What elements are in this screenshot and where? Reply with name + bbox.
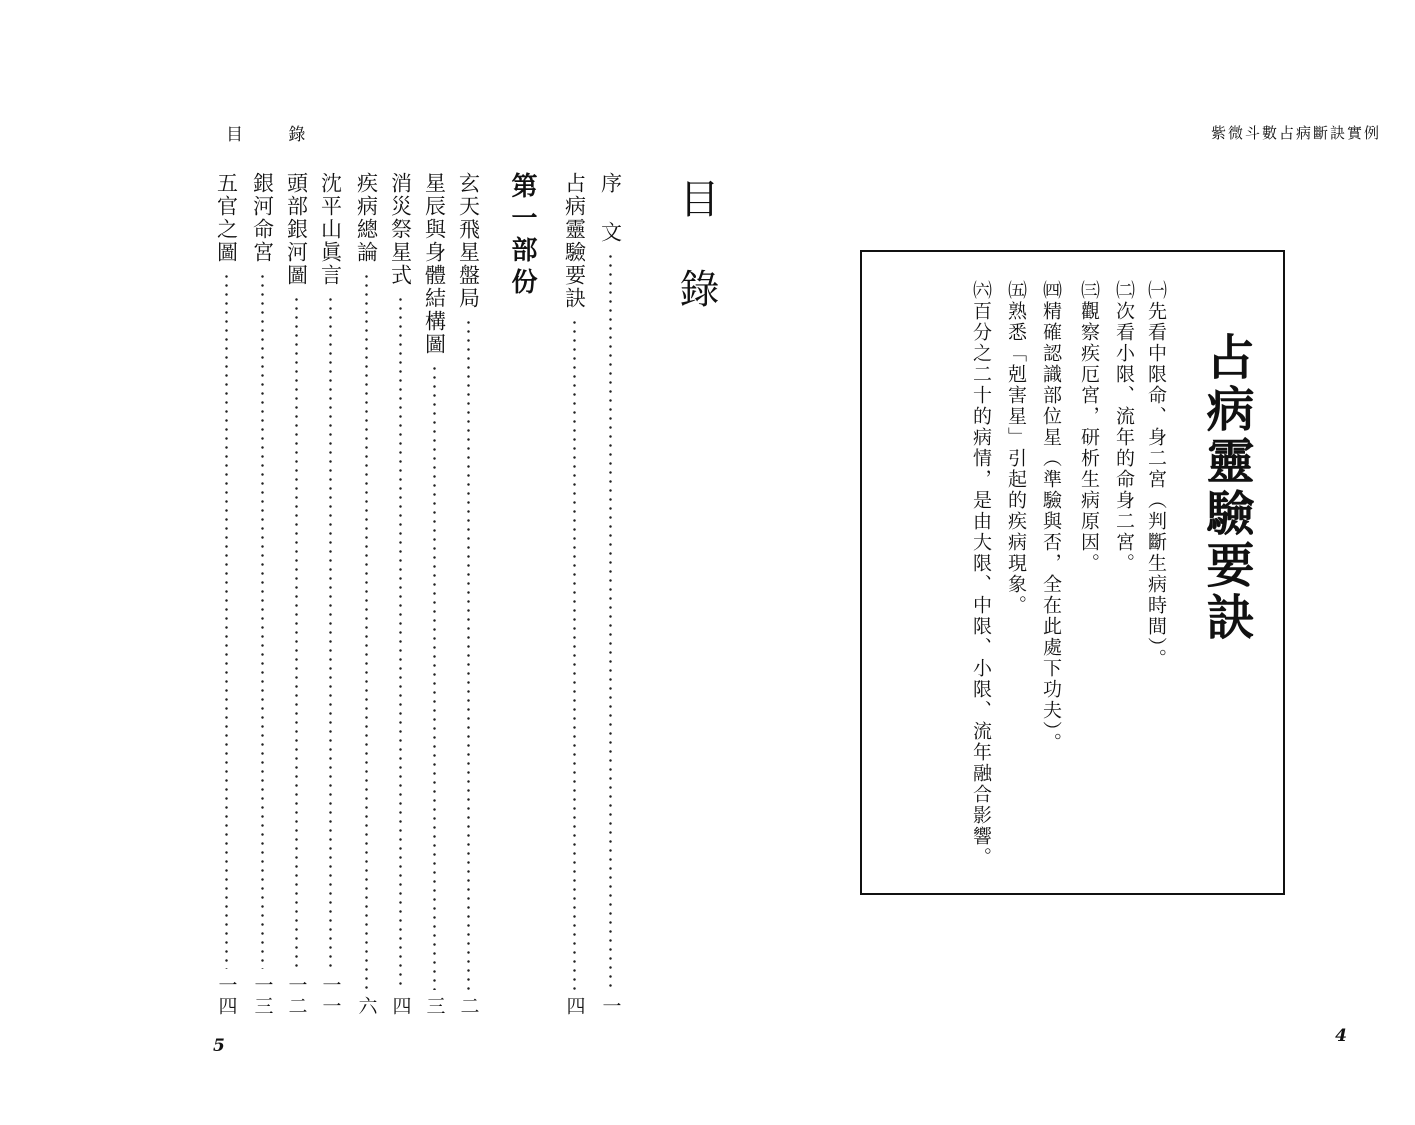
- toc-entry-page: 四: [389, 996, 412, 1017]
- toc-entry-page: 六: [355, 996, 378, 1017]
- dot-leader: [329, 295, 332, 969]
- dot-leader: [573, 318, 576, 990]
- toc-entry-label: 玄天飛星盤局: [456, 172, 481, 310]
- dot-leader: [295, 295, 298, 969]
- toc-entry[interactable]: [452, 172, 484, 1017]
- key-point-item: ㈡次看小限、流年的命身二宮。: [1113, 280, 1135, 574]
- toc-entry-page: 一: [599, 996, 622, 1017]
- toc-entry[interactable]: [350, 172, 382, 1017]
- toc-entry[interactable]: [210, 172, 242, 1017]
- box-title: 占病靈驗要訣: [1198, 332, 1254, 644]
- page-number-right: 4: [1335, 1026, 1347, 1046]
- right-page: [707, 0, 1415, 1125]
- toc-entry-label: 占病靈驗要訣: [562, 172, 587, 310]
- dot-leader: [609, 252, 612, 990]
- key-points-box: [860, 250, 1285, 895]
- key-point-item: ㈣精確認識部位星（準驗與否，全在此處下功夫）。: [1040, 280, 1062, 754]
- toc-entry[interactable]: [280, 172, 312, 1017]
- toc-entry[interactable]: [246, 172, 278, 1017]
- toc-entry-page: 一二: [285, 975, 308, 1017]
- toc-entry[interactable]: [594, 172, 626, 1017]
- toc-entry-label: 星辰與身體結構圖: [422, 172, 447, 356]
- dot-leader: [261, 272, 264, 969]
- dot-leader: [225, 272, 228, 969]
- toc-entry-page: 一一: [319, 975, 342, 1017]
- key-point-item: ㈢觀察疾厄宮，研析生病原因。: [1078, 280, 1100, 574]
- toc-entry-label: 序 文: [598, 172, 623, 244]
- dot-leader: [433, 364, 436, 990]
- dot-leader: [399, 295, 402, 990]
- part-heading: 第一部份: [507, 172, 537, 300]
- dot-leader: [365, 272, 368, 990]
- toc-entry[interactable]: [314, 172, 346, 1017]
- page-number-left: 5: [213, 1036, 225, 1056]
- running-head-left: 目 錄: [226, 125, 326, 145]
- key-point-item: ㈥百分之二十的病情，是由大限、中限、小限、流年融合影響。: [970, 280, 992, 868]
- toc-entry[interactable]: [418, 172, 450, 1017]
- key-point-item: ㈠先看中限命、身二宮（判斷生病時間）。: [1145, 280, 1167, 670]
- dot-leader: [467, 318, 470, 990]
- running-head-right: 紫微斗數占病斷訣實例: [1210, 124, 1381, 142]
- key-point-item: ㈤熟悉「剋害星」引起的疾病現象。: [1005, 280, 1027, 616]
- toc-entry-label: 頭部銀河圖: [284, 172, 309, 287]
- toc-entry-page: 四: [563, 996, 586, 1017]
- toc-entry-label: 消災祭星式: [388, 172, 413, 287]
- toc-entry[interactable]: [384, 172, 416, 1017]
- toc-entry-page: 三: [423, 996, 446, 1017]
- toc-entry-label: 疾病總論: [354, 172, 379, 264]
- toc-entry[interactable]: [558, 172, 590, 1017]
- toc-entry-label: 五官之圖: [214, 172, 239, 264]
- toc-title: 目錄: [673, 178, 719, 358]
- toc-entry-page: 一三: [251, 975, 274, 1017]
- toc-entry-page: 二: [457, 996, 480, 1017]
- toc-entry-label: 沈平山眞言: [318, 172, 343, 287]
- toc-entry-page: 一四: [215, 975, 238, 1017]
- toc-entry-label: 銀河命宮: [250, 172, 275, 264]
